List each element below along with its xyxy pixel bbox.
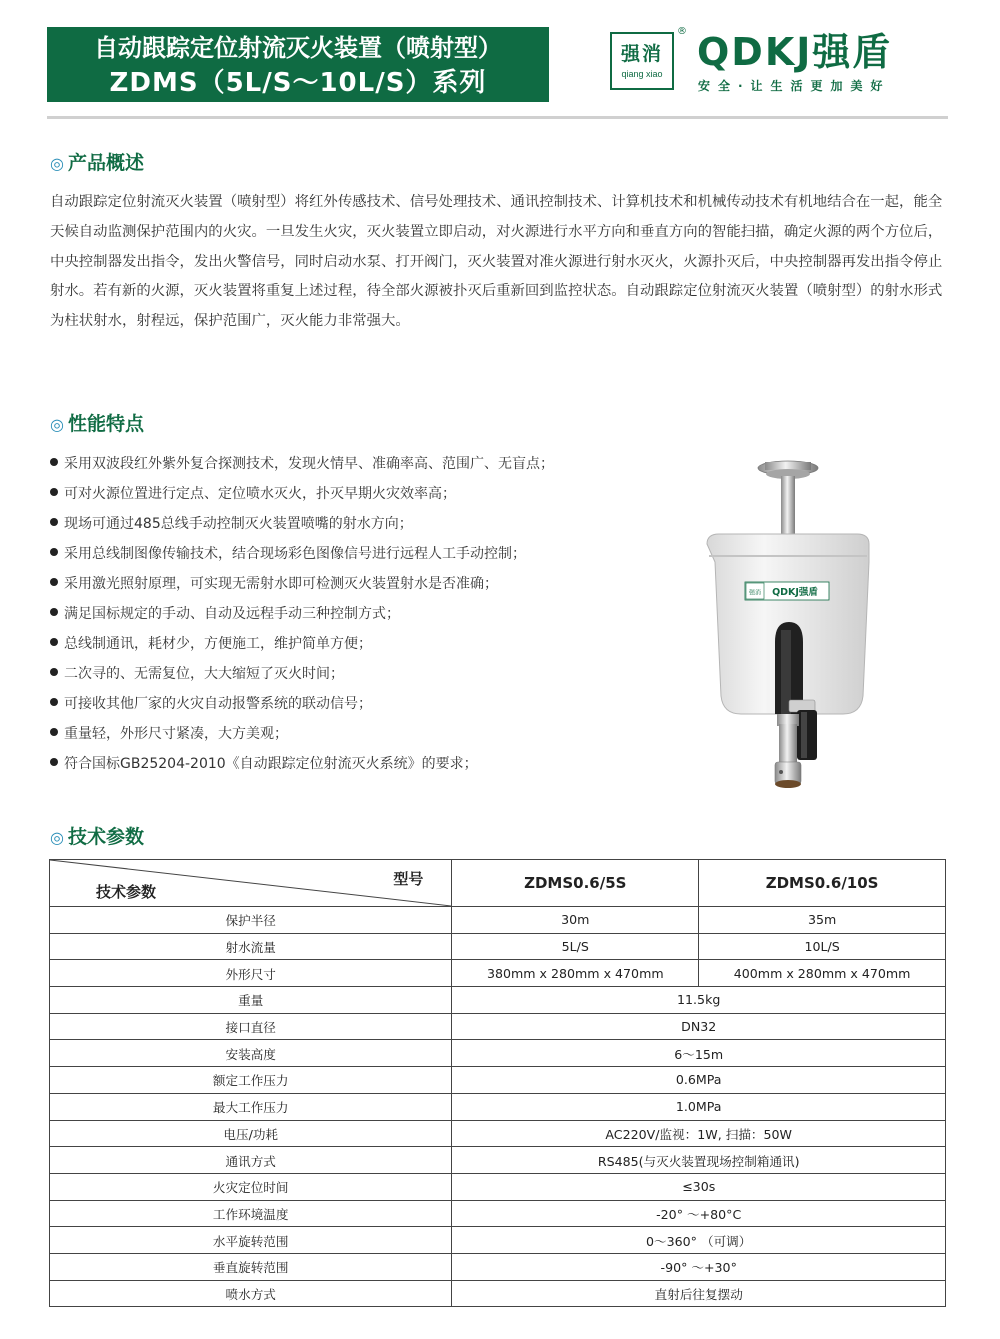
row-label: 电压/功耗 <box>50 1120 452 1147</box>
list-item: 可接收其他厂家的火灾自动报警系统的联动信号； <box>50 689 690 719</box>
section-bullet-icon: ◎ <box>50 154 64 173</box>
row-value-b: 10L/S <box>699 933 946 960</box>
table-row <box>50 1253 946 1280</box>
row-value: RS485(与灭火装置现场控制箱通讯) <box>452 1147 946 1174</box>
row-value: 0～360° （可调） <box>452 1227 946 1254</box>
list-item: 总线制通讯，耗材少，方便施工，维护简单方便； <box>50 629 690 659</box>
row-value: ≤30s <box>452 1173 946 1200</box>
table-corner-cell <box>50 860 452 907</box>
header-divider <box>47 116 948 119</box>
brand-slogan: 安全·让生活更加美好 <box>698 79 891 93</box>
row-label: 额定工作压力 <box>50 1067 452 1094</box>
row-value: AC220V/监视：1W, 扫描：50W <box>452 1120 946 1147</box>
seal-text: 强消 <box>620 43 663 65</box>
section-title-features: ◎ 性能特点 <box>50 413 144 435</box>
row-label: 外形尺寸 <box>50 960 452 987</box>
table-row <box>50 1147 946 1174</box>
table-row <box>50 1173 946 1200</box>
list-item: 符合国标GB25204-2010《自动跟踪定位射流灭火系统》的要求； <box>50 749 690 779</box>
table-row <box>50 907 946 934</box>
row-label: 射水流量 <box>50 933 452 960</box>
row-label: 通讯方式 <box>50 1147 452 1174</box>
bullet-dot-icon <box>50 728 58 736</box>
row-value-a: 30m <box>452 907 699 934</box>
corner-param-label: 技术参数 <box>96 883 157 901</box>
list-item: 重量轻，外形尺寸紧凑，大方美观； <box>50 719 690 749</box>
bullet-dot-icon <box>50 578 58 586</box>
row-label: 最大工作压力 <box>50 1093 452 1120</box>
row-value: 1.0MPa <box>452 1093 946 1120</box>
row-value: 6～15m <box>452 1040 946 1067</box>
registered-mark: ® <box>677 26 687 37</box>
section-bullet-icon: ◎ <box>50 828 64 847</box>
table-row <box>50 1120 946 1147</box>
row-value: DN32 <box>452 1013 946 1040</box>
bullet-dot-icon <box>50 548 58 556</box>
row-label: 火灾定位时间 <box>50 1173 452 1200</box>
section-title-overview: ◎ 产品概述 <box>50 152 144 174</box>
row-label: 垂直旋转范围 <box>50 1253 452 1280</box>
table-row <box>50 1227 946 1254</box>
section-title-specs: ◎ 技术参数 <box>50 826 144 848</box>
bullet-dot-icon <box>50 458 58 466</box>
table-header-row <box>50 860 946 907</box>
brand-seal-logo <box>610 32 674 90</box>
page-title: 自动跟踪定位射流灭火装置（喷射型） <box>94 34 502 62</box>
row-value: -20° ～+80°C <box>452 1200 946 1227</box>
table-row <box>50 987 946 1014</box>
list-item: 满足国标规定的手动、自动及远程手动三种控制方式； <box>50 599 690 629</box>
row-label: 重量 <box>50 987 452 1014</box>
row-value-b: 35m <box>699 907 946 934</box>
seal-pinyin: qiang xiao <box>621 69 663 79</box>
table-row <box>50 1013 946 1040</box>
row-label: 安装高度 <box>50 1040 452 1067</box>
table-row <box>50 1200 946 1227</box>
table-row <box>50 933 946 960</box>
list-item: 采用双波段红外紫外复合探测技术，发现火情早、准确率高、范围广、无盲点； <box>50 449 690 479</box>
row-value: 11.5kg <box>452 987 946 1014</box>
spec-table <box>49 859 946 1307</box>
list-item: 采用总线制图像传输技术，结合现场彩色图像信号进行远程人工手动控制； <box>50 539 690 569</box>
table-row <box>50 1067 946 1094</box>
bullet-dot-icon <box>50 698 58 706</box>
bullet-dot-icon <box>50 488 58 496</box>
table-row <box>50 960 946 987</box>
model-header-a: ZDMS0.6/5S <box>452 860 699 907</box>
product-image <box>705 452 875 792</box>
brand-logo: QDKJ强盾 <box>697 30 893 74</box>
list-item: 二次寻的、无需复位，大大缩短了灭火时间； <box>50 659 690 689</box>
bullet-dot-icon <box>50 608 58 616</box>
bullet-dot-icon <box>50 638 58 646</box>
row-value: -90° ～+30° <box>452 1253 946 1280</box>
model-header-b: ZDMS0.6/10S <box>699 860 946 907</box>
row-label: 保护半径 <box>50 907 452 934</box>
title-banner <box>47 27 549 102</box>
row-label: 喷水方式 <box>50 1280 452 1307</box>
table-row <box>50 1093 946 1120</box>
bullet-dot-icon <box>50 758 58 766</box>
row-value-a: 380mm x 280mm x 470mm <box>452 960 699 987</box>
row-label: 水平旋转范围 <box>50 1227 452 1254</box>
product-seal-text: 强消 <box>748 589 762 597</box>
row-value-a: 5L/S <box>452 933 699 960</box>
table-row <box>50 1040 946 1067</box>
row-value-b: 400mm x 280mm x 470mm <box>699 960 946 987</box>
corner-model-label: 型号 <box>393 870 424 888</box>
page-subtitle: ZDMS（5L/S～10L/S）系列 <box>109 68 487 98</box>
overview-paragraph: 自动跟踪定位射流灭火装置（喷射型）将红外传感技术、信号处理技术、通讯控制技术、计算机技术和机械传动技术有机地结合在一起，能全天候自动监测保护范围内的火灾。一旦发生火灾，灭火装置立即启动，对火源进行水平方向和垂直方向的智能扫描，确定火源的两个方位后，中央控制器发出指令，发出火警信号，同时启动水泵、打开阀门，灭火装置对准火源进行射水灭火，火源扑灭后，中央控制器再发出指令停止射水。若有新的火源，灭火装置将重复上述过程，待全部火源被扑灭后重新回到监控状态。自动跟踪定位射流灭火装置（喷射型）的射水形式为柱状射水，射程远，保护范围广，灭火能力非常强大。 <box>50 194 943 330</box>
bullet-dot-icon <box>50 668 58 676</box>
feature-list <box>50 449 690 779</box>
list-item: 可对火源位置进行定点、定位喷水灭火，扑灭早期火灾效率高； <box>50 479 690 509</box>
section-bullet-icon: ◎ <box>50 415 64 434</box>
row-label: 接口直径 <box>50 1013 452 1040</box>
row-value: 0.6MPa <box>452 1067 946 1094</box>
bullet-dot-icon <box>50 518 58 526</box>
list-item: 现场可通过485总线手动控制灭火装置喷嘴的射水方向； <box>50 509 690 539</box>
row-value: 直射后往复摆动 <box>452 1280 946 1307</box>
row-label: 工作环境温度 <box>50 1200 452 1227</box>
list-item: 采用激光照射原理，可实现无需射水即可检测灭火装置射水是否准确； <box>50 569 690 599</box>
product-brand-text: QDKJ强盾 <box>772 587 818 598</box>
table-row <box>50 1280 946 1307</box>
